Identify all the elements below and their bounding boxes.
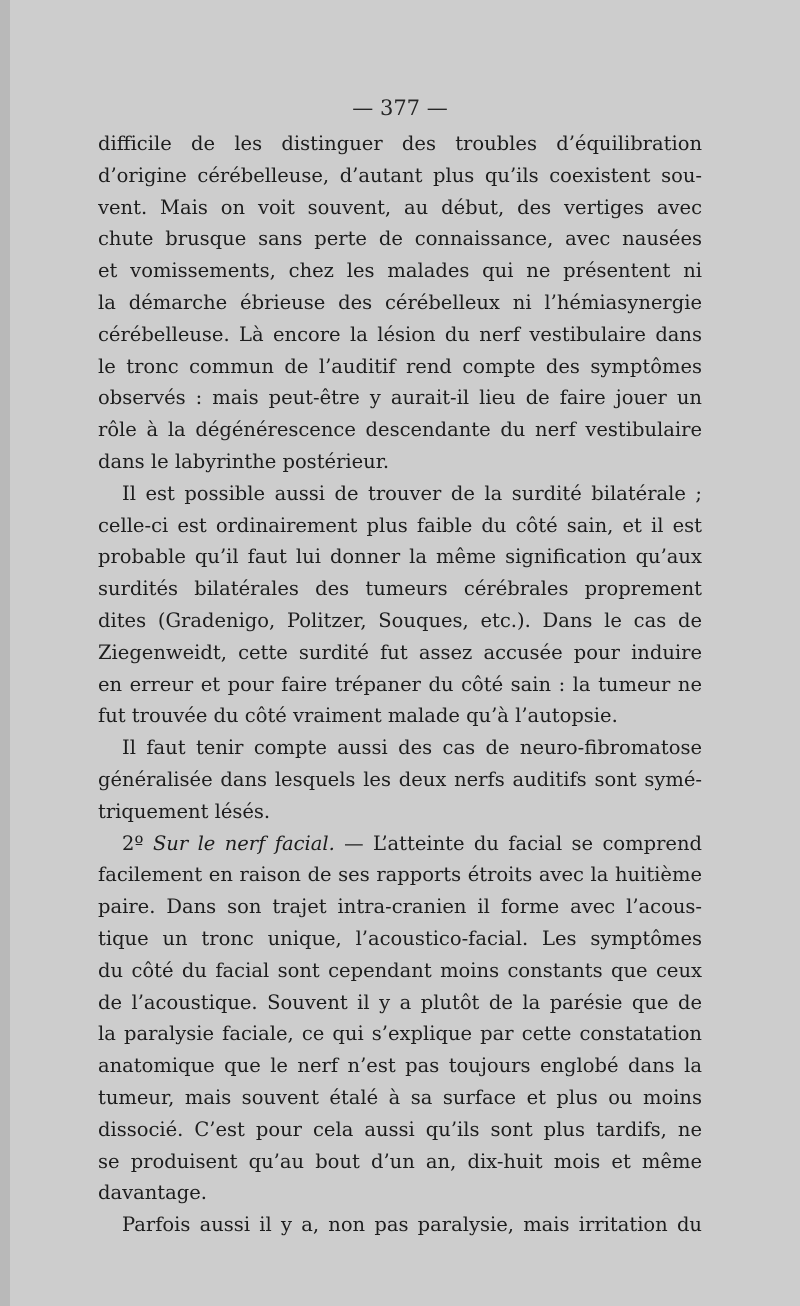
text-line: Ziegenweidt, cette surdité fut assez accusée pour induire	[98, 640, 702, 664]
text-line: tique un tronc unique, l’acoustico-facial. Les symptômes	[98, 926, 702, 950]
text-line: se produisent qu’au bout d’un an, dix-huit mois et même	[98, 1149, 702, 1173]
text-line: dissocié. C’est pour cela aussi qu’ils sont plus tardifs, ne	[98, 1117, 702, 1141]
text-line: dans le labyrinthe postérieur.	[98, 449, 390, 473]
text-line: celle-ci est ordinairement plus faible du côté sain, et il est	[98, 513, 702, 537]
text-line: anatomique que le nerf n’est pas toujours englobé dans la	[98, 1054, 702, 1078]
text-line: Il est possible aussi de trouver de la surdité bilatérale ;	[122, 481, 702, 505]
text-line: en erreur et pour faire trépaner du côté sain : la tumeur ne	[98, 672, 702, 696]
text-line: davantage.	[98, 1181, 207, 1205]
section-number: 2º	[122, 831, 144, 855]
text-line: rôle à la dégénérescence descendante du nerf vestibulaire	[98, 418, 702, 442]
text-line: difficile de les distinguer des troubles d’équilibration	[98, 132, 702, 155]
text-line: le tronc commun de l’auditif rend compte des symptômes	[98, 354, 702, 378]
text-line: de l’acoustique. Souvent il y a plutôt de la parésie que de	[98, 990, 702, 1014]
text-line: généralisée dans lesquels les deux nerfs auditifs sont symé-	[98, 767, 702, 791]
text-line: triquement lésés.	[98, 799, 271, 823]
text-line: surdités bilatérales des tumeurs cérébrales proprement	[98, 577, 702, 601]
text-line: la paralysie faciale, ce qui s’explique par cette constatation	[98, 1022, 702, 1046]
text-line: Parfois aussi il y a, non pas paralysie, mais irritation du	[122, 1213, 702, 1237]
scan-edge	[0, 0, 10, 1306]
text-line: la démarche ébrieuse des cérébelleux ni l’hémiasynergie	[98, 290, 702, 314]
text-line: Il faut tenir compte aussi des cas de neuro-fibromatose	[122, 736, 702, 760]
text-line: probable qu’il faut lui donner la même signification qu’aux	[98, 545, 702, 569]
text-line: fut trouvée du côté vraiment malade qu’à l’autopsie.	[98, 704, 618, 728]
text-line: chute brusque sans perte de connaissance, avec nausées	[98, 227, 702, 251]
section-heading-line	[98, 828, 702, 860]
section-title: Sur le nerf facial.	[152, 831, 335, 855]
text-line: et vomissements, chez les malades qui ne présentent ni	[98, 259, 702, 283]
text-line: dites (Gradenigo, Politzer, Souques, etc.). Dans le cas de	[98, 608, 702, 632]
text-fragment: — L’atteinte du facial se comprend	[344, 831, 702, 855]
text-line: tumeur, mais souvent étalé à sa surface et plus ou moins	[98, 1085, 702, 1109]
text-line: observés : mais peut-être y aurait-il lieu de faire jouer un	[98, 386, 702, 410]
page-number: — 377 —	[352, 96, 448, 120]
text-line: du côté du facial sont cependant moins constants que ceux	[98, 958, 702, 982]
text-line: paire. Dans son trajet intra-cranien il forme avec l’acous-	[98, 895, 702, 919]
body-text	[98, 128, 702, 1241]
text-line: cérébelleuse. Là encore la lésion du nerf vestibulaire dans	[98, 322, 702, 346]
text-line: facilement en raison de ses rapports étroits avec la huitième	[98, 863, 702, 887]
text-line: d’origine cérébelleuse, d’autant plus qu’ils coexistent sou-	[98, 163, 702, 187]
text-line: vent. Mais on voit souvent, au début, des vertiges avec	[98, 195, 702, 219]
